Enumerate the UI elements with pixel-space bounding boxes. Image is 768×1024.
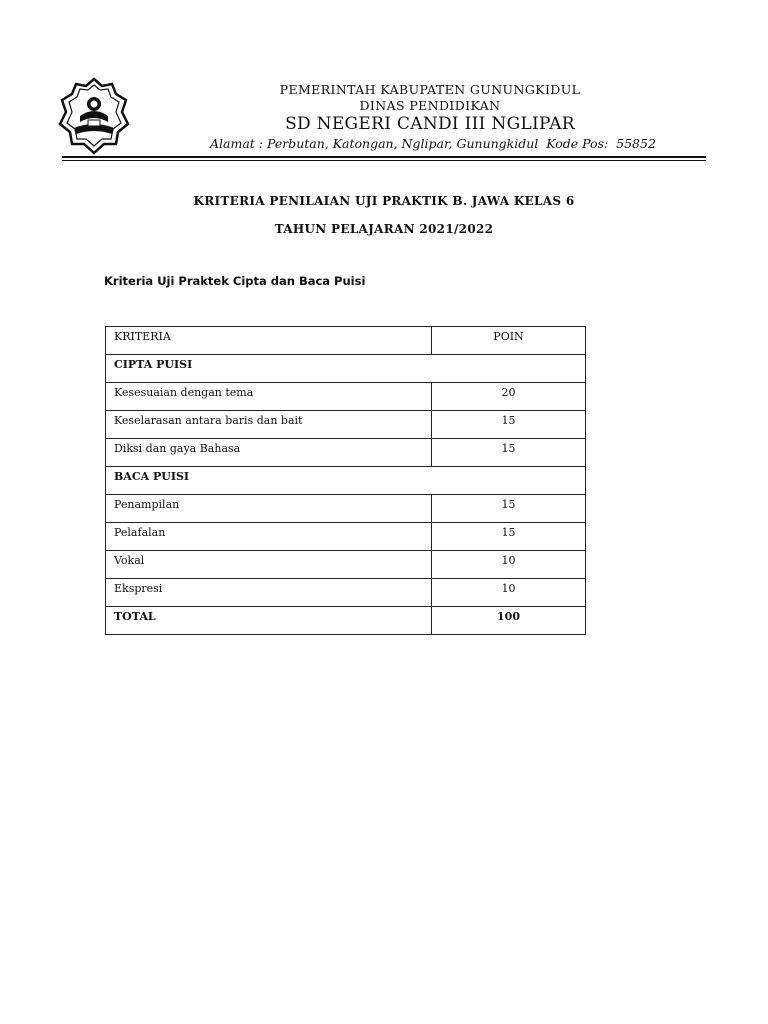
criteria-cell: Diksi dan gaya Bahasa: [106, 439, 432, 467]
criteria-cell: Keselarasan antara baris dan bait: [106, 411, 432, 439]
criteria-table: [105, 326, 586, 635]
school-address: Alamat : Perbutan, Katongan, Nglipar, Gunungkidul Kode Pos: 55852: [210, 136, 656, 151]
table-row: [106, 579, 586, 607]
table-row: [106, 439, 586, 467]
academic-year: TAHUN PELAJARAN 2021/2022: [274, 222, 494, 236]
regency-emblem-logo: [58, 76, 130, 156]
department-name: DINAS PENDIDIKAN: [359, 98, 501, 113]
total-row: [106, 607, 586, 635]
points-cell: 15: [432, 523, 586, 551]
school-name: SD NEGERI CANDI III NGLIPAR: [285, 114, 575, 134]
document-title: KRITERIA PENILAIAN UJI PRAKTIK B. JAWA KELAS 6: [193, 194, 575, 208]
points-cell: 15: [432, 495, 586, 523]
criteria-cell: Pelafalan: [106, 523, 432, 551]
header-points: POIN: [432, 327, 586, 355]
table-row: [106, 523, 586, 551]
table-row: [106, 383, 586, 411]
section-baca-puisi: BACA PUISI: [106, 467, 586, 495]
points-cell: 15: [432, 411, 586, 439]
points-cell: 15: [432, 439, 586, 467]
section-row: [106, 355, 586, 383]
emblem-icon: [58, 76, 130, 156]
table-row: [106, 495, 586, 523]
government-name: PEMERINTAH KABUPATEN GUNUNGKIDUL: [279, 82, 581, 97]
total-label: TOTAL: [106, 607, 432, 635]
table-row: [106, 551, 586, 579]
points-cell: 10: [432, 551, 586, 579]
criteria-cell: Penampilan: [106, 495, 432, 523]
table-row: [106, 411, 586, 439]
criteria-cell: Kesesuaian dengan tema: [106, 383, 432, 411]
total-points: 100: [432, 607, 586, 635]
letterhead-divider: [62, 156, 706, 158]
header-criteria: KRITERIA: [106, 327, 432, 355]
criteria-cell: Ekspresi: [106, 579, 432, 607]
section-row: [106, 467, 586, 495]
criteria-cell: Vokal: [106, 551, 432, 579]
section-cipta-puisi: CIPTA PUISI: [106, 355, 586, 383]
points-cell: 20: [432, 383, 586, 411]
section-subtitle: Kriteria Uji Praktek Cipta dan Baca Puisi: [104, 274, 366, 288]
table-header-row: [106, 327, 586, 355]
letterhead-divider-thin: [62, 160, 706, 161]
points-cell: 10: [432, 579, 586, 607]
